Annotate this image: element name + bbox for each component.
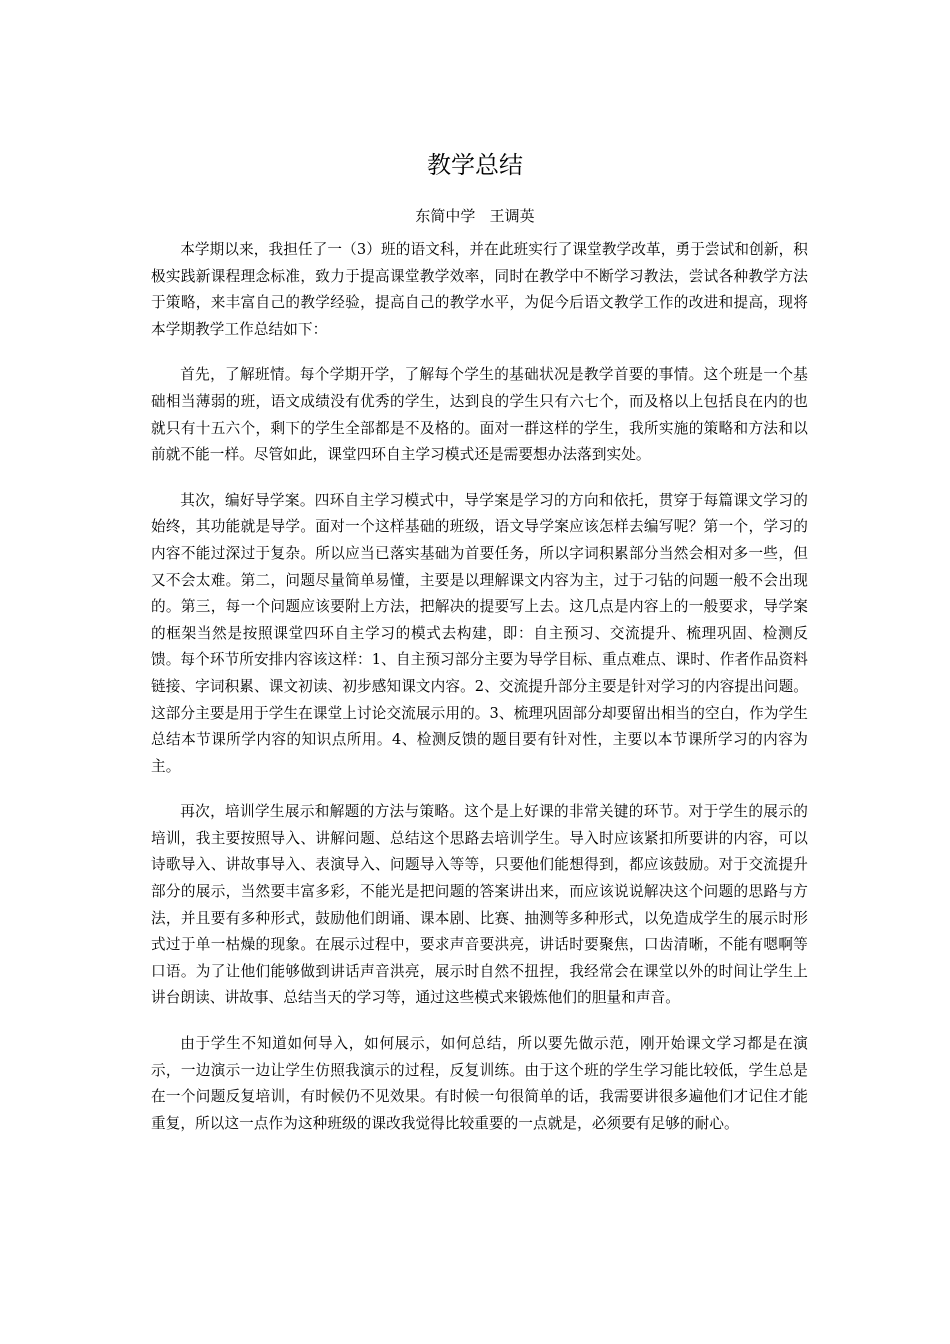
- paragraph-third: 再次，培训学生展示和解题的方法与策略。这个是上好课的非常关键的环节。对于学生的展示的培训，我主要按照导入、讲解问题、总结这个思路去培训学生。导入时应该紧扣所要讲的内容，可以诗歌导入、讲故事导入、表演导入、问题导入等等，只要他们能想得到，都应该鼓励。对于交流提升部分的展示，当然要丰富多彩，不能光是把问题的答案讲出来，而应该说说解决这个问题的思路与方法，并且要有多种形式，鼓励他们朗诵、课本剧、比赛、抽测等多种形式，以免造成学生的展示时形式过于单一枯燥的现象。在展示过程中，要求声音要洪亮，讲话时要聚焦，口齿清晰，不能有嗯啊等口语。为了让他们能够做到讲话声音洪亮，展示时自然不扭捏，我经常会在课堂以外的时间让学生上讲台朗读、讲故事、总结当天的学习等，通过这些模式来锻炼他们的胆量和声音。: [151, 803, 808, 1007]
- paragraph-second: 其次，编好导学案。四环自主学习模式中，导学案是学习的方向和依托，贯穿于每篇课文学习的始终，其功能就是导学。面对一个这样基础的班级，语文导学案应该怎样去编写呢？第一个，学习的内容不能过深过于复杂。所以应当已落实基础为首要任务，所以字词积累部分当然会相对多一些，但又不会太难。第二，问题尽量简单易懂，主要是以理解课文内容为主，过于刁钻的问题一般不会出现的。第三，每一个问题应该要附上方法，把解决的提要写上去。这几点是内容上的一般要求，导学案的框架当然是按照课堂四环自主学习的模式去构建，即：自主预习、交流提升、梳理巩固、检测反馈。每个环节所安排内容该这样：1、自主预习部分主要为导学目标、重点难点、课时、作者作品资料链接、字词积累、课文初读、初步感知课文内容。2、交流提升部分主要是针对学习的内容提出问题。这部分主要是用于学生在课堂上讨论交流展示用的。3、梳理巩固部分却要留出相当的空白，作为学生总结本节课所学内容的知识点所用。4、检测反馈的题目要有针对性，主要以本节课所学习的内容为主。: [151, 491, 808, 775]
- paragraph-fourth: 由于学生不知道如何导入，如何展示，如何总结，所以要先做示范，刚开始课文学习都是在演示，一边演示一边让学生仿照我演示的过程，反复训练。由于这个班的学生学习能比较低，学生总是在一个问题反复培训，有时候仍不见效果。有时候一句很简单的话，我需要讲很多遍他们才记住才能重复，所以这一点作为这种班级的课改我觉得比较重要的一点就是，必须要有足够的耐心。: [151, 1035, 808, 1132]
- paragraph-first: 首先，了解班情。每个学期开学，了解每个学生的基础状况是教学首要的事情。这个班是一个基础相当薄弱的班，语文成绩没有优秀的学生，达到良的学生只有六七个，而及格以上包括良在内的也就只有十五六个，剩下的学生全部都是不及格的。面对一群这样的学生，我所实施的策略和方法和以前就不能一样。尽管如此，课堂四环自主学习模式还是需要想办法落到实处。: [151, 366, 808, 464]
- document-body: [151, 237, 808, 1137]
- document-title: 教学总结: [427, 151, 523, 179]
- paragraph-intro: 本学期以来，我担任了一（3）班的语文科，并在此班实行了课堂教学改革，勇于尝试和创新，积极实践新课程理念标准，致力于提高课堂教学效率，同时在教学中不断学习教法，尝试各种教学方法于策略，来丰富自己的教学经验，提高自己的教学水平，为促今后语文教学工作的改进和提高，现将本学期教学工作总结如下：: [151, 241, 808, 338]
- document-author: 东简中学 王调英: [415, 207, 535, 225]
